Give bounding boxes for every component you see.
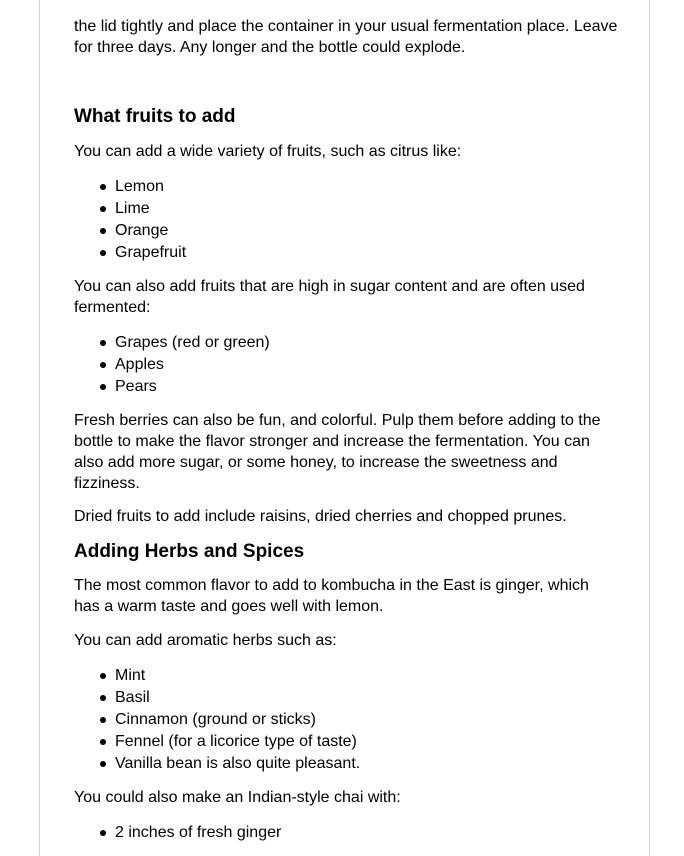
list-item: Orange [115, 220, 619, 242]
ginger-paragraph: The most common flavor to add to kombucha in the East is ginger, which has a warm taste and goes well with lemon. [74, 577, 589, 615]
sugar-fruits-list [74, 332, 619, 398]
list-item: Lime [115, 198, 619, 220]
aromatic-intro-paragraph: You can add aromatic herbs such as: [74, 632, 337, 649]
herbs-heading: Adding Herbs and Spices [74, 541, 305, 562]
fruits-heading: What fruits to add [74, 106, 236, 127]
document-page [39, 0, 650, 856]
aromatic-herbs-list [74, 665, 619, 775]
list-item: Grapefruit [115, 242, 619, 264]
list-item: Mint [115, 665, 619, 687]
citrus-list [74, 176, 619, 264]
list-item: Basil [115, 687, 619, 709]
list-item: Vanilla bean is also quite pleasant. [115, 753, 619, 775]
sugar-fruits-intro-paragraph: You can also add fruits that are high in sugar content and are often used fermented: [74, 278, 585, 316]
document-content [74, 16, 619, 844]
list-item: Pears [115, 376, 619, 398]
list-item: Grapes (red or green) [115, 332, 619, 354]
list-item: Fennel (for a licorice type of taste) [115, 731, 619, 753]
intro-paragraph: the lid tightly and place the container in your usual fermentation place. Leave for three days. Any longer and the bottle could explode. [74, 18, 618, 56]
list-item: Lemon [115, 176, 619, 198]
dried-fruits-paragraph: Dried fruits to add include raisins, dried cherries and chopped prunes. [74, 508, 567, 525]
citrus-intro-paragraph: You can add a wide variety of fruits, such as citrus like: [74, 143, 462, 160]
list-item: 2 inches of fresh ginger [115, 822, 619, 844]
chai-intro-paragraph: You could also make an Indian-style chai with: [74, 789, 401, 806]
list-item: Apples [115, 354, 619, 376]
chai-ingredients-list [74, 822, 619, 844]
list-item: Cinnamon (ground or sticks) [115, 709, 619, 731]
berries-paragraph: Fresh berries can also be fun, and colorful. Pulp them before adding to the bottle to make the flavor stronger and increase the fermentation. You can also add more sugar, or some honey, to increase the sweetness and fizziness. [74, 412, 601, 492]
